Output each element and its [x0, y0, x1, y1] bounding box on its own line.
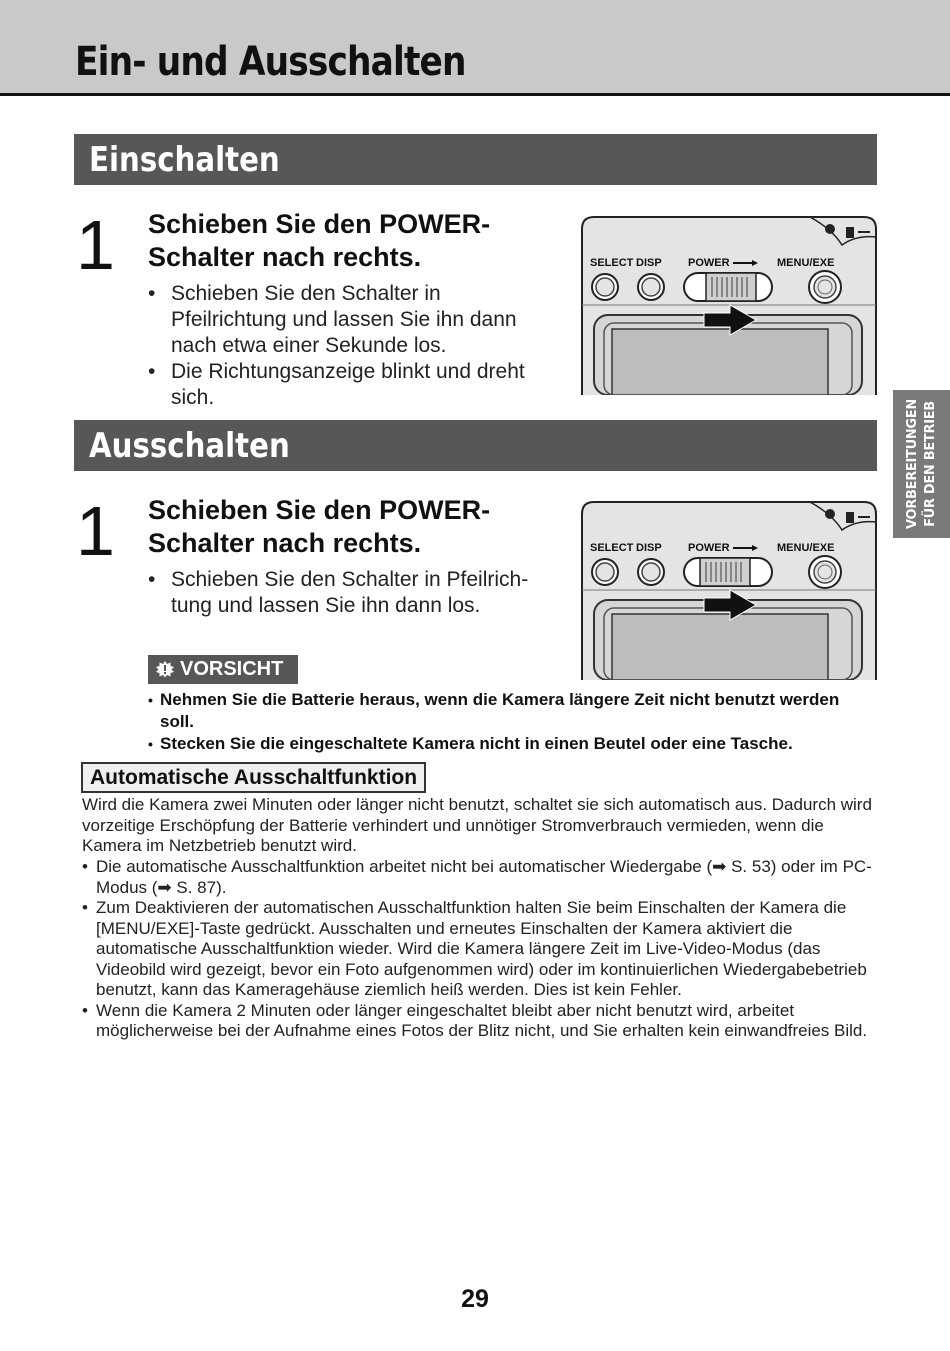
page-title: Ein- und Ausschalten [75, 39, 466, 85]
auto-off-bullet: • Die automatische Ausschaltfunktion arbeitet nicht bei automatischer Wiedergabe (➡ S. 53) oder im PC-Modus (➡ S. 87). [82, 857, 872, 898]
section-heading: Einschalten [89, 140, 280, 180]
menu-exe-label: MENU/EXE [777, 257, 835, 269]
step-bullet-list [148, 281, 558, 411]
camera-illustration [580, 215, 880, 395]
step-title: Schieben Sie den POWER-Schalter nach rechts. [148, 209, 491, 272]
step-number: 1 [76, 206, 115, 284]
power-label: POWER [688, 542, 730, 554]
caution-label: VORSICHT [180, 658, 284, 680]
step-bullet: • Schieben Sie den Schalter in Pfeilrich-tung und lassen Sie ihn dann los. [148, 567, 558, 619]
side-tab [893, 390, 950, 538]
disp-label: DISP [636, 542, 662, 554]
page-number: 29 [461, 1285, 489, 1313]
step-number: 1 [76, 492, 115, 570]
select-label: SELECT [590, 542, 634, 554]
step-bullet: • Schieben Sie den Schalter in Pfeilrichtung und lassen Sie ihn dann nach etwa einer Sekunde los. [148, 281, 558, 359]
section-bar-einschalten [74, 134, 877, 185]
caution-list [148, 689, 868, 755]
auto-off-bullet: • Wenn die Kamera 2 Minuten oder länger eingeschaltet bleibt aber nicht benutzt wird, arbeitet möglicherweise bei der Aufnahme eines Fotos der Blitz nicht, und Sie erhalten kein einwandfreies Bild. [82, 1001, 872, 1042]
camera-illustration [580, 500, 880, 680]
step-title: Schieben Sie den POWER-Schalter nach rechts. [148, 495, 491, 558]
caution-item: • Nehmen Sie die Batterie heraus, wenn die Kamera längere Zeit nicht benutzt werden soll. [148, 689, 868, 733]
page-header [0, 0, 950, 96]
section-bar-ausschalten [74, 420, 877, 471]
step-bullet: • Die Richtungsanzeige blinkt und dreht sich. [148, 359, 558, 411]
disp-label: DISP [636, 257, 662, 269]
side-tab-line: FÜR DEN BETRIEB [922, 401, 938, 527]
power-label: POWER [688, 257, 730, 269]
section-heading: Ausschalten [89, 426, 290, 466]
side-tab-text [904, 390, 940, 538]
auto-off-heading: Automatische Ausschaltfunktion [81, 762, 426, 793]
select-label: SELECT [590, 257, 634, 269]
step-bullet-list [148, 567, 558, 619]
side-tab-line: VORBEREITUNGEN [904, 399, 920, 529]
caution-item: • Stecken Sie die eingeschaltete Kamera nicht in einen Beutel oder eine Tasche. [148, 733, 868, 755]
auto-off-bullet: • Zum Deaktivieren der automatischen Ausschaltfunktion halten Sie beim Einschalten der Kamera die [MENU/EXE]-Taste gedrückt. Ausschalten und erneutes Einschalten der Kamera aktiviert die automatische Ausschaltfunktion wieder. Wird die Kamera längere Zeit im Live-Video-Modus (das Videobild wird gezeigt, bevor ein Foto aufgenommen wird) oder im kontinuierlichen Wiedergabebetrieb benutzt, kann das Kameragehäuse ziemlich heiß werden. Dies ist kein Fehler. [82, 898, 872, 1001]
warning-icon [155, 658, 175, 687]
caution-badge [148, 655, 298, 684]
auto-off-intro: Wird die Kamera zwei Minuten oder länger nicht benutzt, schaltet sie sich automatisch aus. Dadurch wird vorzeitige Erschöpfung der Batterie verhindert und unnötiger Stromverbrauch vermieden, wenn die Kamera im Netzbetrieb benutzt wird. [82, 795, 872, 855]
menu-exe-label: MENU/EXE [777, 542, 835, 554]
auto-off-bullets [82, 857, 872, 1042]
